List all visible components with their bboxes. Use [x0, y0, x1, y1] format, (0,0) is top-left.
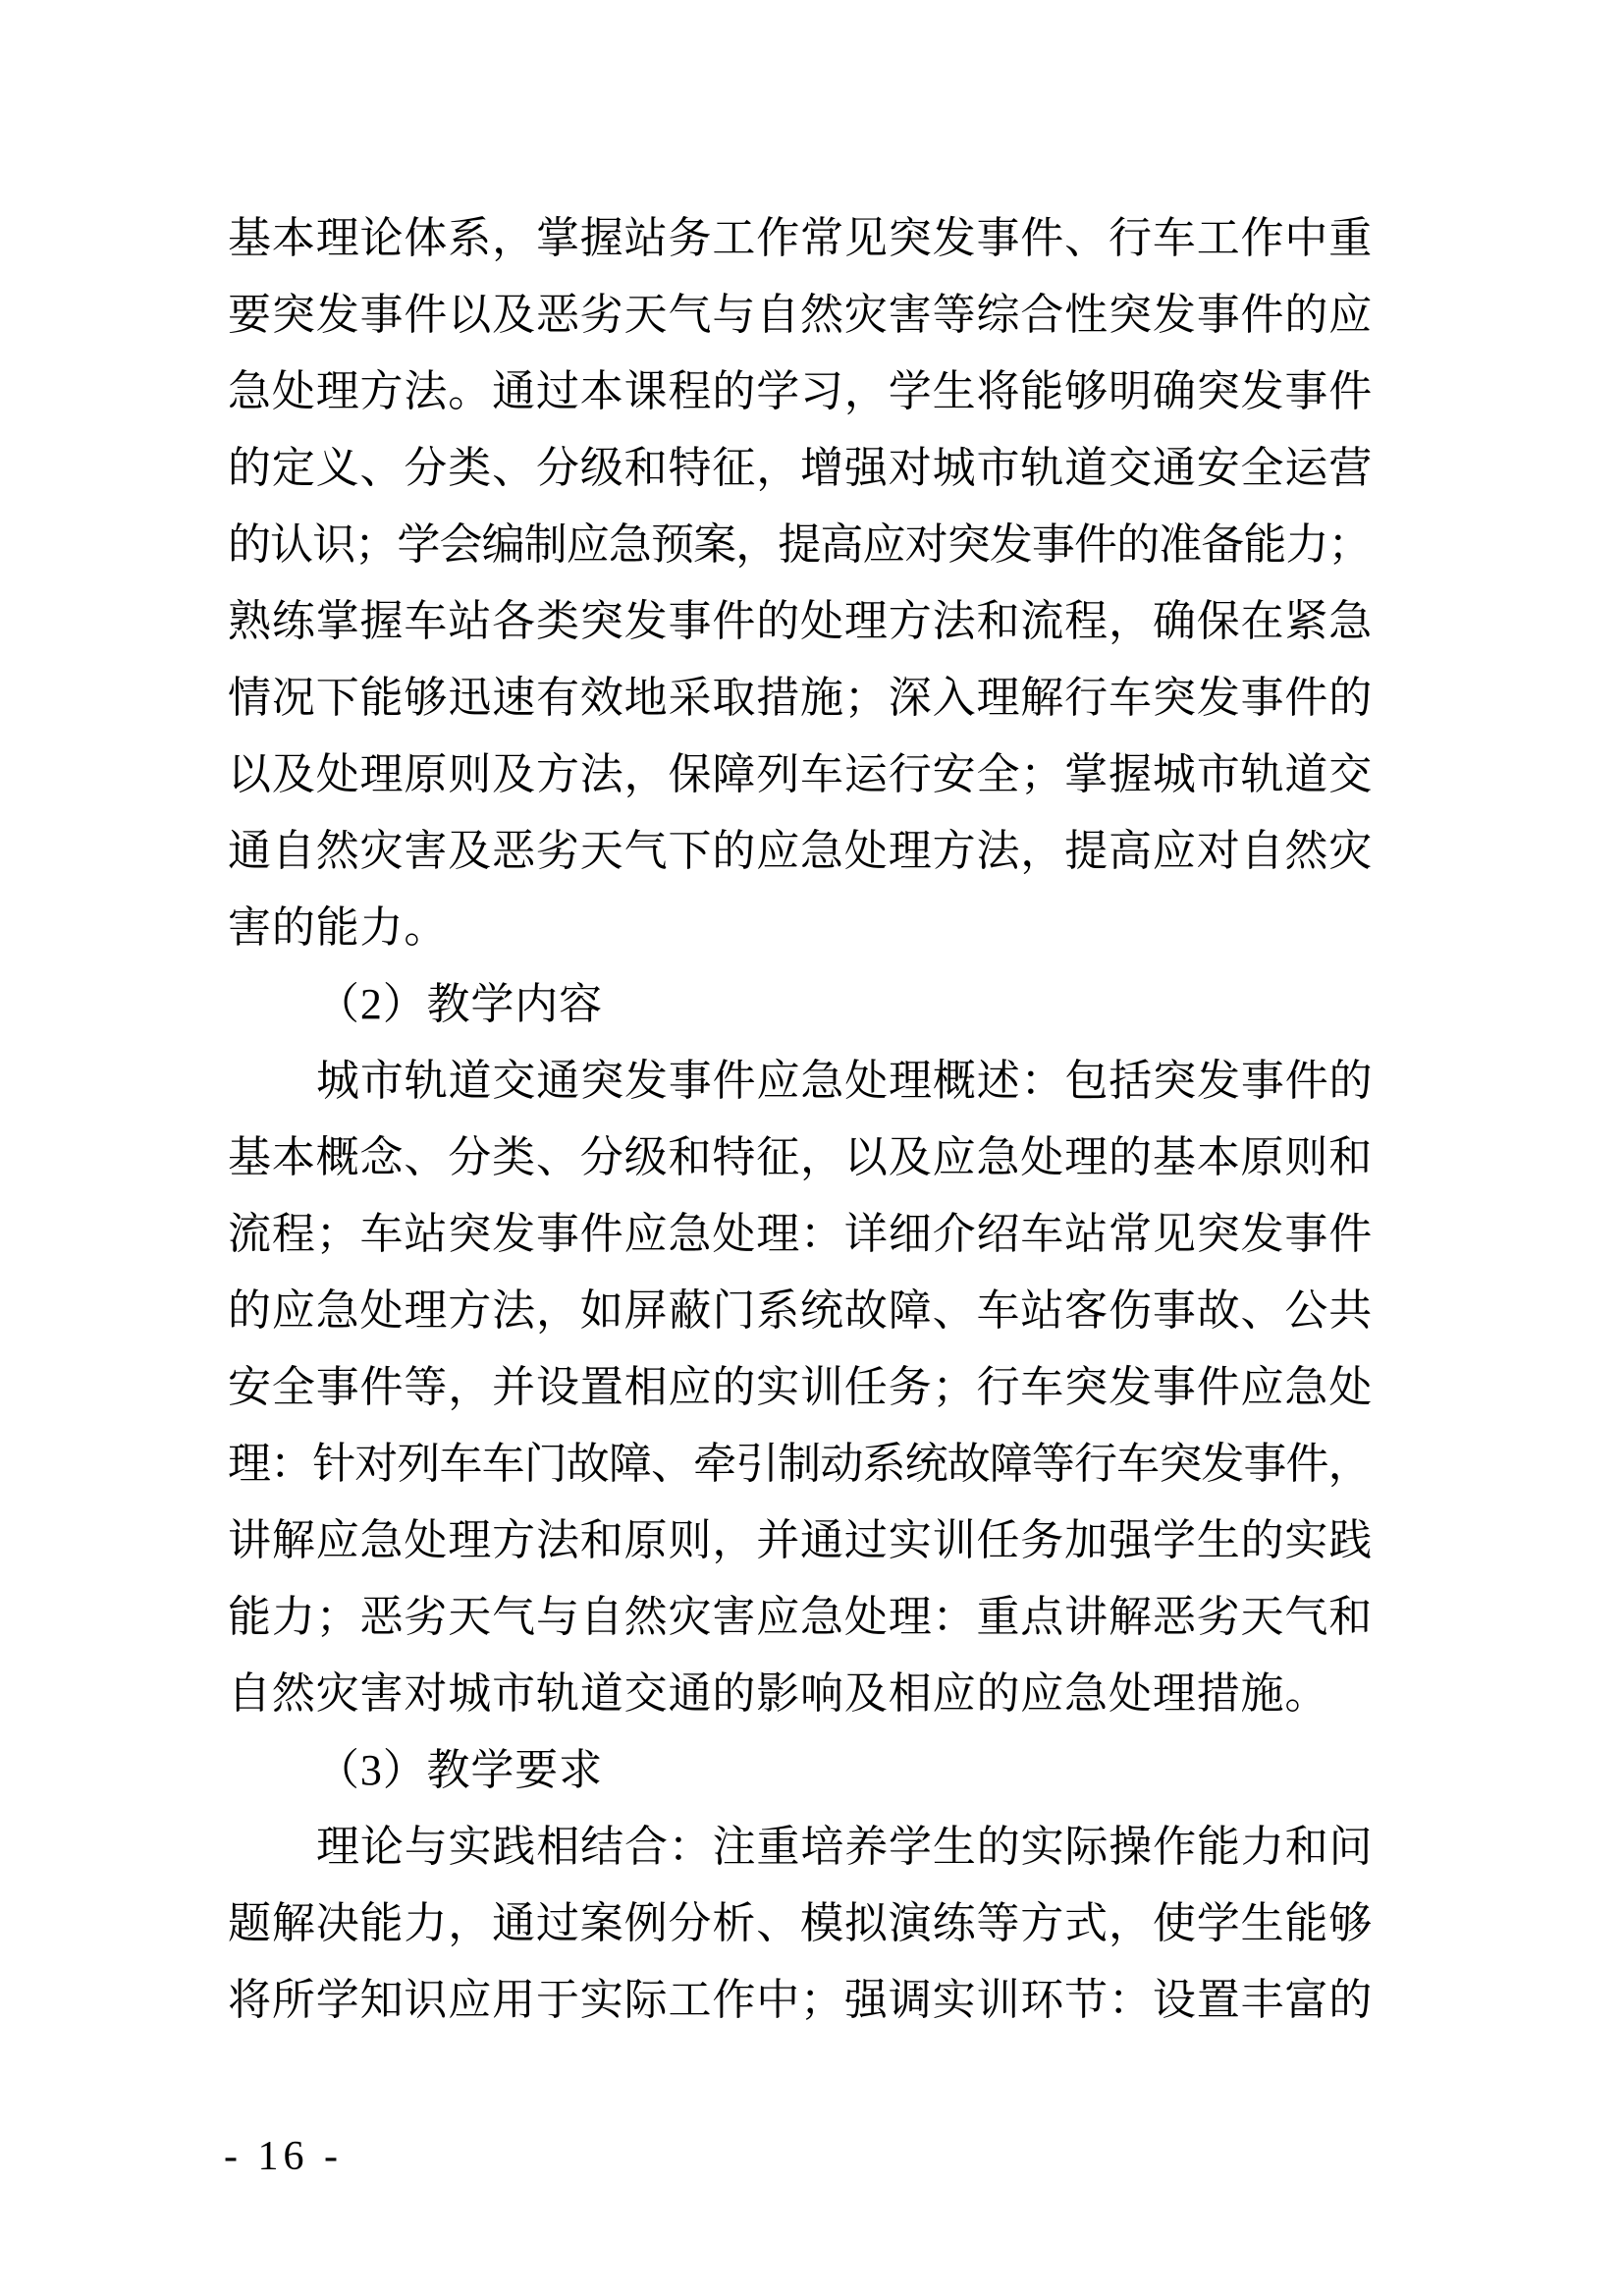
text-line: 的应急处理方法，如屏蔽门系统故障、车站客伤事故、公共: [228, 1286, 1374, 1335]
text-line: 理：针对列车车门故障、牵引制动系统故障等行车突发事件，: [228, 1440, 1371, 1488]
text-line: 基本理论体系，掌握站务工作常见突发事件、行车工作中重: [228, 214, 1374, 262]
text-line: 城市轨道交通突发事件应急处理概述：包括突发事件的: [316, 1057, 1374, 1105]
text-line: （2）教学内容: [316, 980, 603, 1028]
text-line: 熟练掌握车站各类突发事件的处理方法和流程，确保在紧急: [228, 597, 1374, 645]
text-line: 理论与实践相结合：注重培养学生的实际操作能力和问: [316, 1823, 1374, 1871]
text-line: 的认识；学会编制应急预案，提高应对突发事件的准备能力；: [228, 520, 1371, 569]
text-line: 急处理方法。通过本课程的学习，学生将能够明确突发事件: [228, 367, 1374, 415]
text-line: 流程；车站突发事件应急处理：详细介绍车站常见突发事件: [228, 1210, 1374, 1258]
text-line: 安全事件等，并设置相应的实训任务；行车突发事件应急处: [228, 1363, 1374, 1411]
text-line: 题解决能力，通过案例分析、模拟演练等方式，使学生能够: [228, 1899, 1374, 1947]
text-line: 情况下能够迅速有效地采取措施；深入理解行车突发事件的: [228, 674, 1374, 722]
text-line: 将所学知识应用于实际工作中；强调实训环节：设置丰富的: [228, 1976, 1374, 2024]
text-line: 基本概念、分类、分级和特征，以及应急处理的基本原则和: [228, 1133, 1374, 1181]
text-line: 以及处理原则及方法，保障列车运行安全；掌握城市轨道交: [228, 750, 1374, 798]
text-block: [228, 200, 1372, 2039]
text-line: 讲解应急处理方法和原则，并通过实训任务加强学生的实践: [228, 1516, 1374, 1564]
text-line: 要突发事件以及恶劣天气与自然灾害等综合性突发事件的应: [228, 291, 1374, 339]
text-line: 自然灾害对城市轨道交通的影响及相应的应急处理措施。: [228, 1669, 1329, 1718]
text-line: 能力；恶劣天气与自然灾害应急处理：重点讲解恶劣天气和: [228, 1593, 1374, 1641]
text-line: （3）教学要求: [316, 1746, 603, 1794]
text-line: 的定义、分类、分级和特征，增强对城市轨道交通安全运营: [228, 444, 1374, 492]
page-number: - 16 -: [224, 2134, 343, 2179]
text-line: 害的能力。: [228, 903, 449, 952]
text-line: 通自然灾害及恶劣天气下的应急处理方法，提高应对自然灾: [228, 827, 1374, 875]
